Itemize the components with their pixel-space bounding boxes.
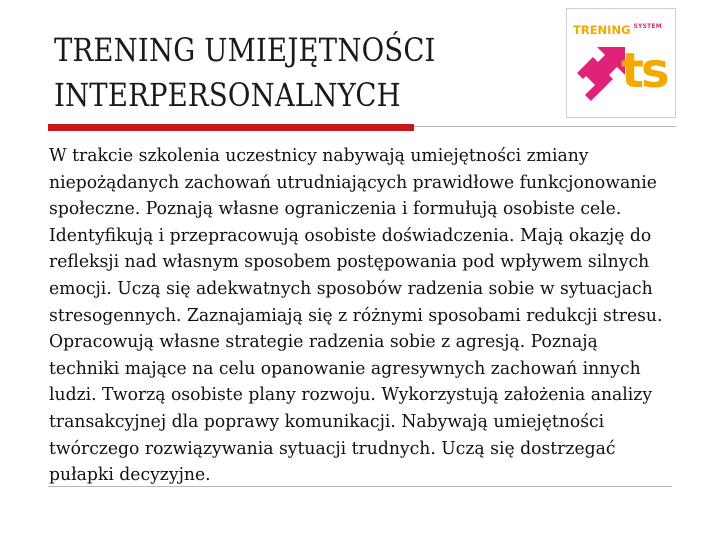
title-underline-accent [48,124,414,131]
body-line: emocji. Uczą się adekwatnych sposobów radzenia sobie w sytuacjach [49,277,653,299]
body-line: Identyfikują i przepracowują osobiste doświadczenia. Mają okazję do [49,224,652,246]
body-line: niepożądanych zachowań utrudniających prawidłowe funkcjonowanie [49,171,657,193]
slide-title-line-1: TRENING UMIEJĘTNOŚCI [54,31,436,69]
slide-title [54,28,467,118]
body-line: refleksji nad własnym sposobem postępowania pod wpływem silnych [49,251,650,273]
logo-letters: ts [621,43,667,99]
body-paragraph [49,143,708,489]
body-line: ludzi. Tworzą osobiste plany rozwoju. Wykorzystują założenia analizy [49,384,653,406]
body-line: Opracowują własne strategie radzenia sobie z agresją. Poznają [49,331,598,353]
logo-caption-main: TRENING [573,23,631,37]
bottom-rule [48,486,672,487]
body-line: twórczego rozwiązywania sytuacji trudnych. Uczą się dostrzegać [49,437,616,459]
body-line: techniki mające na celu opanowanie agresywnych zachowań innych [49,357,641,379]
body-line: stresogennych. Zaznajamiają się z różnymi sposobami redukcji stresu. [49,304,663,326]
body-line: społeczne. Poznają własne ograniczenia i formułują osobiste cele. [49,198,622,220]
body-line: W trakcie szkolenia uczestnicy nabywają umiejętności zmiany [49,145,589,166]
logo-caption-small: SYSTEM [633,23,662,30]
body-line: pułapki decyzyjne. [49,464,211,486]
slide-title-line-2: INTERPERSONALNYCH [54,76,401,114]
trening-system-logo [566,8,676,118]
body-line: transakcyjnej dla poprawy komunikacji. Nabywają umiejętności [49,410,605,432]
title-underline-rule [414,126,676,127]
